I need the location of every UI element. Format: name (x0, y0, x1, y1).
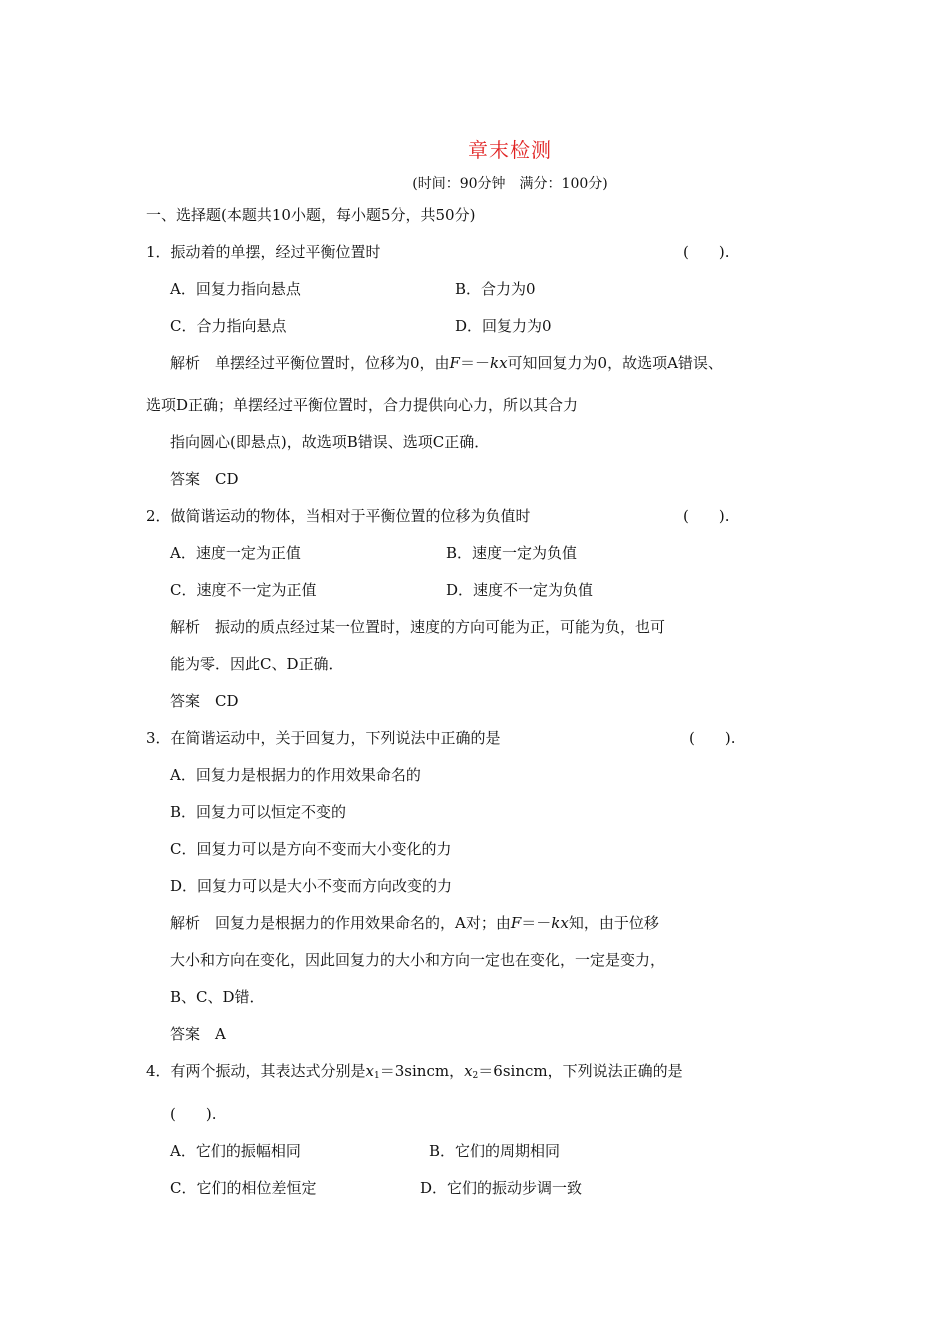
question-1-option-b: B．合力为0 (455, 280, 536, 298)
expression-1: ＝3sincm， (379, 1062, 465, 1080)
question-3-analysis-line-1 (170, 913, 659, 933)
question-3-stem: 3．在简谐运动中，关于回复力，下列说法中正确的是 (146, 729, 501, 747)
question-2-option-c: C．速度不一定为正值 (170, 581, 317, 599)
question-2-analysis-line-2: 能为零．因此C、D正确． (170, 655, 344, 673)
question-1-analysis-line-2: 选项D正确；单摆经过平衡位置时，合力提供向心力，所以其合力 (146, 396, 579, 414)
expression-2: ＝6sincm，下列说法正确的是 (478, 1062, 683, 1080)
question-3-answer: 答案 A (170, 1025, 226, 1043)
question-1-stem: 1．振动着的单摆，经过平衡位置时 (146, 243, 381, 261)
stem-text: 4．有两个振动，其表达式分别是 (146, 1062, 366, 1080)
question-3-option-c: C．回复力可以是方向不变而大小变化的力 (170, 840, 452, 858)
question-1-analysis-line-3: 指向圆心(即悬点)，故选项B错误、选项C正确． (170, 433, 490, 451)
variable-x2: x (464, 1062, 473, 1080)
question-1-option-c: C．合力指向悬点 (170, 317, 287, 335)
question-4-option-b: B．它们的周期相同 (429, 1142, 561, 1160)
subscript-2: 2 (472, 1071, 479, 1081)
variable-x1: x (365, 1062, 375, 1080)
analysis-text: 解析 单摆经过平衡位置时，位移为0，由 (170, 354, 450, 372)
formula-equals: ＝－ (459, 354, 490, 372)
formula-force: F (449, 354, 460, 372)
analysis-text: 可知回复力为0，故选项A错误、 (507, 354, 723, 372)
question-4-answer-blank: ( ). (170, 1105, 217, 1123)
question-3-analysis-line-3: B、C、D错． (170, 988, 265, 1006)
formula-kx: kx (551, 914, 569, 932)
question-3-option-a: A．回复力是根据力的作用效果命名的 (170, 766, 421, 784)
question-1-option-d: D．回复力为0 (455, 317, 552, 335)
question-3-analysis-line-2: 大小和方向在变化，因此回复力的大小和方向一定也在变化，一定是变力， (170, 951, 666, 969)
question-2-answer: 答案 CD (170, 692, 239, 710)
formula-equals: ＝－ (521, 914, 552, 932)
question-2-option-d: D．速度不一定为负值 (446, 581, 594, 599)
question-2-option-b: B．速度一定为负值 (446, 544, 578, 562)
question-1-answer-blank: ( ). (683, 243, 730, 261)
formula-kx: kx (489, 354, 508, 372)
question-1-answer: 答案 CD (170, 470, 239, 488)
subscript-1: 1 (374, 1071, 380, 1081)
exam-info: (时间：90分钟 满分：100分) (412, 176, 608, 192)
question-4-option-c: C．它们的相位差恒定 (170, 1179, 317, 1197)
analysis-text: 知，由于位移 (568, 914, 659, 932)
question-1-option-a: A．回复力指向悬点 (170, 280, 301, 298)
question-2-answer-blank: ( ). (683, 507, 730, 525)
question-2-option-a: A．速度一定为正值 (170, 544, 301, 562)
analysis-text: 解析 回复力是根据力的作用效果命名的，A对；由 (170, 914, 511, 932)
question-4-option-a: A．它们的振幅相同 (170, 1142, 301, 1160)
question-4-stem (146, 1061, 683, 1086)
question-2-stem: 2．做简谐运动的物体，当相对于平衡位置的位移为负值时 (146, 507, 531, 525)
section-heading: 一、选择题(本题共10小题，每小题5分，共50分) (146, 206, 476, 224)
question-3-answer-blank: ( ). (689, 729, 736, 747)
question-3-option-d: D．回复力可以是大小不变而方向改变的力 (170, 877, 453, 895)
formula-force: F (510, 914, 522, 932)
question-3-option-b: B．回复力可以恒定不变的 (170, 803, 347, 821)
question-4-option-d: D．它们的振动步调一致 (420, 1179, 583, 1197)
question-1-analysis-line-1 (170, 353, 723, 373)
page-title: 章末检测 (468, 138, 552, 162)
question-2-analysis-line-1: 解析 振动的质点经过某一位置时，速度的方向可能为正，可能为负，也可 (170, 618, 666, 636)
